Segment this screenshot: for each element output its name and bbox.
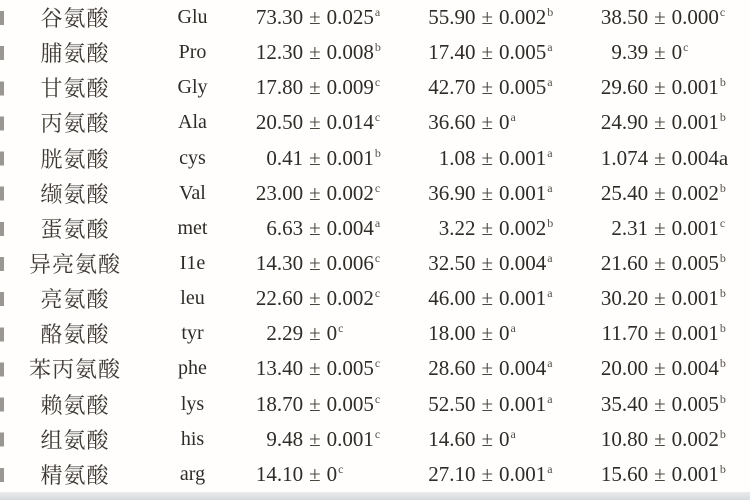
amino-acid-name-cn: 酪氨酸 — [40, 322, 110, 348]
error-number: 0.001 — [671, 215, 719, 240]
measured-value: 55.90 — [428, 5, 476, 30]
plus-minus-symbol: ± — [654, 5, 666, 30]
amino-acid-abbr: Gly — [177, 76, 208, 99]
value-cell-col3 — [580, 427, 750, 452]
measured-value: 1.074 — [600, 145, 649, 170]
measured-value: 36.60 — [428, 110, 476, 135]
significance-superscript: c — [374, 75, 381, 90]
error-number: 0.002 — [326, 180, 374, 205]
measured-value: 18.00 — [428, 321, 476, 346]
plus-minus-symbol: ± — [309, 251, 321, 276]
measured-value: 28.60 — [428, 356, 476, 381]
plus-minus-symbol: ± — [309, 215, 321, 240]
amino-acid-name-cn: 脯氨酸 — [40, 41, 110, 67]
amino-acid-abbr: Ala — [178, 111, 207, 134]
error-value — [327, 75, 405, 100]
value-cell-col2 — [405, 181, 580, 206]
measured-value: 29.60 — [600, 75, 649, 100]
value-cell-col3 — [580, 110, 750, 135]
significance-superscript: a — [547, 461, 553, 476]
error-value — [327, 392, 405, 417]
error-value — [499, 286, 580, 311]
significance-superscript: a — [547, 356, 553, 371]
value-cell-col3 — [580, 5, 750, 30]
significance-superscript: b — [547, 215, 554, 230]
significance-superscript: a — [547, 145, 553, 160]
significance-superscript: c — [719, 215, 726, 230]
error-value — [499, 392, 580, 417]
significance-superscript: c — [338, 321, 344, 336]
value-cell-col1 — [235, 181, 405, 206]
value-cell-col1 — [235, 146, 405, 171]
measured-value: 2.31 — [611, 215, 649, 240]
error-number: 0.001 — [498, 145, 547, 170]
error-number: 0.001 — [671, 321, 719, 346]
measured-value: 30.20 — [600, 286, 649, 311]
measured-value: 23.00 — [255, 180, 304, 205]
plus-minus-symbol: ± — [654, 251, 666, 276]
plus-minus-symbol: ± — [309, 391, 321, 416]
significance-superscript: a — [510, 426, 516, 441]
table-row — [0, 211, 750, 246]
plus-minus-symbol: ± — [309, 426, 321, 451]
value-cell-col3 — [580, 75, 750, 100]
bottom-border-band — [0, 492, 750, 500]
error-number: 0.001 — [498, 180, 547, 205]
value-cell-col2 — [405, 427, 580, 452]
error-number: 0.001 — [671, 461, 719, 486]
significance-superscript: b — [719, 251, 726, 266]
table-row — [0, 246, 750, 281]
plus-minus-symbol: ± — [654, 110, 666, 135]
error-value — [499, 40, 580, 65]
plus-minus-symbol: ± — [309, 5, 321, 30]
plus-minus-symbol: ± — [309, 180, 321, 205]
error-value — [499, 75, 580, 100]
table-row — [0, 351, 750, 386]
measured-value: 14.30 — [255, 251, 304, 276]
error-value — [327, 286, 405, 311]
error-value — [327, 110, 405, 135]
measured-value: 42.70 — [428, 75, 476, 100]
measured-value: 14.10 — [255, 461, 304, 486]
measured-value: 0.41 — [266, 145, 304, 170]
significance-superscript: a — [547, 391, 553, 406]
measured-value: 9.48 — [266, 426, 304, 451]
error-number: 0.002 — [671, 180, 719, 205]
measured-value: 13.40 — [255, 356, 304, 381]
table-row — [0, 70, 750, 105]
table-row — [0, 387, 750, 422]
table-row — [0, 176, 750, 211]
measured-value: 52.50 — [428, 391, 476, 416]
measured-value: 11.70 — [601, 321, 649, 346]
significance-superscript: c — [338, 461, 344, 476]
measured-value: 12.30 — [255, 40, 304, 65]
value-cell-col3 — [580, 286, 750, 311]
amino-acid-name-cn: 苯丙氨酸 — [28, 357, 121, 383]
error-value — [672, 286, 750, 311]
error-value — [672, 75, 750, 100]
error-value — [499, 146, 580, 171]
value-cell-col1 — [235, 110, 405, 135]
value-cell-col1 — [235, 462, 405, 487]
significance-superscript: b — [547, 5, 554, 20]
error-value — [327, 181, 405, 206]
plus-minus-symbol: ± — [309, 461, 321, 486]
significance-superscript: c — [374, 251, 381, 266]
plus-minus-symbol: ± — [309, 110, 321, 135]
table-row — [0, 35, 750, 70]
value-cell-col2 — [405, 5, 580, 30]
plus-minus-symbol: ± — [481, 461, 493, 486]
error-number: 0.002 — [498, 215, 547, 240]
value-cell-col1 — [235, 286, 405, 311]
error-value — [499, 251, 580, 276]
error-value — [327, 146, 405, 171]
measured-value: 20.50 — [255, 110, 304, 135]
plus-minus-symbol: ± — [654, 391, 666, 416]
error-number: 0.004 — [498, 251, 547, 276]
measured-value: 6.63 — [266, 215, 304, 240]
error-value — [327, 427, 405, 452]
error-number: 0.014 — [326, 110, 374, 135]
error-number: 0.001 — [326, 145, 374, 170]
amino-acid-name-cn: 丙氨酸 — [40, 111, 110, 137]
value-cell-col3 — [580, 251, 750, 276]
significance-superscript: c — [683, 40, 689, 55]
amino-acid-name-cn: 蛋氨酸 — [40, 216, 110, 242]
value-cell-col1 — [235, 427, 405, 452]
error-value — [672, 181, 750, 206]
measured-value: 38.50 — [600, 5, 649, 30]
significance-superscript: a — [374, 5, 381, 20]
significance-superscript: b — [719, 391, 726, 406]
error-number: 0.004a — [671, 145, 729, 170]
value-cell-col2 — [405, 146, 580, 171]
measured-value: 14.60 — [428, 426, 476, 451]
error-value — [672, 146, 750, 171]
error-value — [672, 110, 750, 135]
value-cell-col3 — [580, 40, 750, 65]
error-value — [499, 181, 580, 206]
error-value — [672, 392, 750, 417]
amino-acid-abbr: tyr — [181, 322, 204, 345]
significance-superscript: b — [719, 321, 726, 336]
plus-minus-symbol: ± — [481, 5, 493, 30]
amino-acid-abbr: leu — [180, 287, 205, 310]
significance-superscript: a — [510, 321, 516, 336]
significance-superscript: a — [510, 110, 516, 125]
error-number: 0.004 — [671, 356, 719, 381]
significance-superscript: a — [547, 75, 553, 90]
error-value — [327, 321, 405, 346]
value-cell-col3 — [580, 356, 750, 381]
plus-minus-symbol: ± — [309, 40, 321, 65]
error-value — [499, 427, 580, 452]
value-cell-col1 — [235, 75, 405, 100]
error-number: 0.005 — [498, 75, 547, 100]
plus-minus-symbol: ± — [654, 426, 666, 451]
error-value — [672, 40, 750, 65]
significance-superscript: a — [547, 251, 553, 266]
error-number: 0 — [498, 110, 510, 135]
significance-superscript: a — [547, 40, 553, 55]
plus-minus-symbol: ± — [654, 75, 666, 100]
plus-minus-symbol: ± — [481, 40, 493, 65]
value-cell-col3 — [580, 392, 750, 417]
value-cell-col1 — [235, 251, 405, 276]
error-number: 0.004 — [498, 356, 547, 381]
value-cell-col2 — [405, 321, 580, 346]
error-number: 0 — [498, 321, 510, 346]
significance-superscript: b — [719, 356, 726, 371]
measured-value: 21.60 — [600, 251, 649, 276]
plus-minus-symbol: ± — [654, 321, 666, 346]
measured-value: 24.90 — [600, 110, 649, 135]
measured-value: 73.30 — [255, 5, 304, 30]
error-number: 0.005 — [671, 391, 719, 416]
significance-superscript: c — [374, 426, 381, 441]
error-number: 0.001 — [326, 426, 374, 451]
significance-superscript: c — [374, 110, 381, 125]
plus-minus-symbol: ± — [309, 321, 321, 346]
error-number: 0.005 — [671, 251, 719, 276]
significance-superscript: b — [719, 426, 726, 441]
plus-minus-symbol: ± — [481, 110, 493, 135]
value-cell-col1 — [235, 321, 405, 346]
table-row — [0, 316, 750, 351]
value-cell-col3 — [580, 146, 750, 171]
value-cell-col2 — [405, 216, 580, 241]
amino-acid-name-cn: 异亮氨酸 — [28, 252, 121, 278]
measured-value: 25.40 — [600, 180, 649, 205]
value-cell-col2 — [405, 356, 580, 381]
plus-minus-symbol: ± — [309, 286, 321, 311]
error-number: 0.006 — [326, 251, 374, 276]
value-cell-col2 — [405, 286, 580, 311]
amino-acid-name-cn: 缬氨酸 — [40, 181, 110, 207]
value-cell-col2 — [405, 251, 580, 276]
plus-minus-symbol: ± — [309, 75, 321, 100]
error-number: 0 — [671, 40, 683, 65]
error-number: 0.002 — [326, 286, 374, 311]
measured-value: 3.22 — [438, 215, 476, 240]
measured-value: 36.90 — [428, 180, 476, 205]
error-value — [672, 251, 750, 276]
error-number: 0 — [326, 461, 338, 486]
value-cell-col2 — [405, 462, 580, 487]
error-value — [327, 216, 405, 241]
value-cell-col3 — [580, 321, 750, 346]
measured-value: 22.60 — [255, 286, 304, 311]
amino-acid-abbr: phe — [178, 357, 207, 380]
amino-acid-abbr: Val — [179, 181, 206, 204]
error-value — [327, 251, 405, 276]
table-row — [0, 0, 750, 35]
value-cell-col1 — [235, 392, 405, 417]
significance-superscript: a — [547, 180, 553, 195]
error-value — [499, 5, 580, 30]
significance-superscript: c — [719, 5, 726, 20]
plus-minus-symbol: ± — [481, 356, 493, 381]
value-cell-col2 — [405, 110, 580, 135]
plus-minus-symbol: ± — [481, 321, 493, 346]
measured-value: 10.80 — [600, 426, 649, 451]
amino-acid-name-cn: 甘氨酸 — [40, 76, 110, 102]
error-number: 0.001 — [671, 75, 719, 100]
plus-minus-symbol: ± — [481, 145, 493, 170]
error-value — [672, 356, 750, 381]
value-cell-col1 — [235, 40, 405, 65]
error-number: 0.000 — [671, 5, 719, 30]
amino-acid-name-cn: 亮氨酸 — [40, 287, 110, 313]
error-number: 0 — [326, 321, 338, 346]
value-cell-col3 — [580, 462, 750, 487]
measured-value: 35.40 — [600, 391, 649, 416]
plus-minus-symbol: ± — [481, 426, 493, 451]
measured-value: 15.60 — [600, 461, 649, 486]
error-number: 0.009 — [326, 75, 374, 100]
error-value — [327, 356, 405, 381]
plus-minus-symbol: ± — [654, 145, 666, 170]
error-value — [672, 321, 750, 346]
measured-value: 20.00 — [600, 356, 649, 381]
plus-minus-symbol: ± — [654, 356, 666, 381]
measured-value: 17.80 — [255, 75, 304, 100]
plus-minus-symbol: ± — [654, 286, 666, 311]
error-number: 0 — [498, 426, 510, 451]
significance-superscript: b — [719, 180, 726, 195]
significance-superscript: c — [374, 356, 381, 371]
significance-superscript: b — [374, 40, 381, 55]
error-value — [499, 216, 580, 241]
amino-acid-abbr: Pro — [178, 41, 207, 64]
amino-acid-abbr: cys — [179, 146, 206, 169]
error-number: 0.004 — [326, 215, 374, 240]
plus-minus-symbol: ± — [481, 180, 493, 205]
error-value — [327, 40, 405, 65]
error-value — [672, 462, 750, 487]
table-row — [0, 281, 750, 316]
measured-value: 27.10 — [428, 461, 476, 486]
amino-acid-name-cn: 赖氨酸 — [40, 392, 110, 418]
table-row — [0, 457, 750, 492]
plus-minus-symbol: ± — [481, 391, 493, 416]
plus-minus-symbol: ± — [481, 75, 493, 100]
error-number: 0.008 — [326, 40, 374, 65]
plus-minus-symbol: ± — [309, 145, 321, 170]
value-cell-col1 — [235, 356, 405, 381]
measured-value: 32.50 — [428, 251, 476, 276]
significance-superscript: b — [719, 286, 726, 301]
error-value — [499, 110, 580, 135]
table-row — [0, 422, 750, 457]
amino-acid-abbr: Glu — [177, 6, 208, 29]
plus-minus-symbol: ± — [481, 286, 493, 311]
table-row — [0, 141, 750, 176]
error-value — [672, 5, 750, 30]
error-number: 0.005 — [326, 391, 374, 416]
significance-superscript: b — [374, 145, 381, 160]
error-number: 0.001 — [498, 461, 547, 486]
significance-superscript: c — [374, 180, 381, 195]
error-value — [327, 5, 405, 30]
amino-acid-abbr: lys — [180, 392, 205, 415]
error-value — [499, 321, 580, 346]
plus-minus-symbol: ± — [309, 356, 321, 381]
amino-acid-abbr: arg — [179, 462, 206, 485]
significance-superscript: a — [547, 286, 553, 301]
error-value — [499, 356, 580, 381]
value-cell-col2 — [405, 75, 580, 100]
measured-value: 46.00 — [428, 286, 476, 311]
error-number: 0.025 — [326, 5, 374, 30]
significance-superscript: c — [374, 286, 381, 301]
error-number: 0.001 — [498, 391, 547, 416]
significance-superscript: b — [719, 75, 726, 90]
value-cell-col1 — [235, 216, 405, 241]
amino-acid-name-cn: 胱氨酸 — [40, 146, 110, 172]
error-value — [672, 216, 750, 241]
value-cell-col3 — [580, 216, 750, 241]
error-number: 0.001 — [671, 110, 719, 135]
error-number: 0.001 — [498, 286, 547, 311]
plus-minus-symbol: ± — [654, 215, 666, 240]
error-value — [327, 462, 405, 487]
measured-value: 2.29 — [266, 321, 304, 346]
plus-minus-symbol: ± — [654, 180, 666, 205]
error-number: 0.005 — [498, 40, 547, 65]
plus-minus-symbol: ± — [481, 251, 493, 276]
amino-acid-name-cn: 组氨酸 — [40, 427, 110, 453]
measured-value: 18.70 — [255, 391, 304, 416]
value-cell-col3 — [580, 181, 750, 206]
value-cell-col1 — [235, 5, 405, 30]
plus-minus-symbol: ± — [654, 461, 666, 486]
amino-acid-abbr: met — [177, 216, 208, 239]
plus-minus-symbol: ± — [481, 215, 493, 240]
error-number: 0.005 — [326, 356, 374, 381]
measured-value: 9.39 — [611, 40, 649, 65]
error-number: 0.002 — [498, 5, 547, 30]
error-number: 0.002 — [671, 426, 719, 451]
measured-value: 1.08 — [438, 145, 476, 170]
table-row — [0, 105, 750, 140]
value-cell-col2 — [405, 392, 580, 417]
plus-minus-symbol: ± — [654, 40, 666, 65]
amino-acid-name-cn: 谷氨酸 — [40, 6, 110, 32]
significance-superscript: b — [719, 461, 726, 476]
amino-acid-name-cn: 精氨酸 — [40, 462, 110, 488]
measured-value: 17.40 — [428, 40, 476, 65]
significance-superscript: b — [719, 110, 726, 125]
error-value — [499, 462, 580, 487]
value-cell-col2 — [405, 40, 580, 65]
amino-acid-abbr: I1e — [179, 252, 206, 275]
error-value — [672, 427, 750, 452]
significance-superscript: c — [374, 391, 381, 406]
significance-superscript: a — [374, 215, 381, 230]
amino-acid-abbr: his — [180, 427, 205, 450]
error-number: 0.001 — [671, 286, 719, 311]
